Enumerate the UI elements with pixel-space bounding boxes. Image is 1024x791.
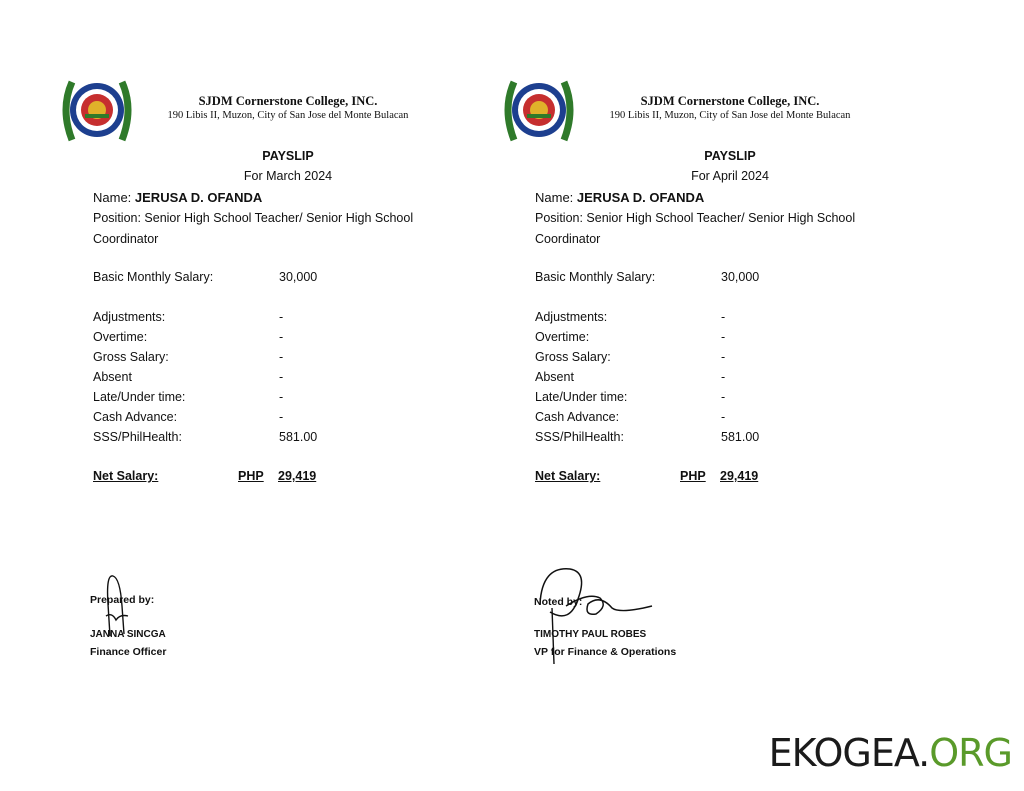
employee-position: Position: Senior High School Teacher/ Senior High School Coordinator [535, 211, 856, 246]
row-value: - [279, 350, 284, 364]
signatory-title: Finance Officer [90, 646, 167, 658]
deduction-row [535, 430, 759, 448]
row-value: - [721, 310, 726, 324]
employee-position: Position: Senior High School Teacher/ Senior High School Coordinator [93, 211, 414, 246]
basic-salary-label: Basic Monthly Salary: [535, 270, 656, 284]
deduction-row [535, 370, 725, 388]
row-value: - [279, 370, 284, 384]
noted-by-signature-block [530, 564, 750, 674]
deduction-row [535, 390, 725, 408]
signatory-title: VP for Finance & Operations [534, 646, 677, 658]
deduction-row [93, 430, 317, 448]
signatory-label: Prepared by: [90, 594, 155, 606]
row-value: 581.00 [721, 430, 760, 444]
deduction-row [93, 370, 283, 388]
name-label: Name: [535, 190, 577, 205]
payslip-period: For March 2024 [243, 169, 333, 183]
row-label: Cash Advance: [93, 410, 178, 424]
row-label: SSS/PhilHealth: [93, 430, 182, 444]
row-label: Absent [535, 370, 574, 384]
row-label: Gross Salary: [93, 350, 169, 364]
net-salary-value: 29,419 [278, 469, 317, 483]
watermark-main: EKOGEA. [768, 731, 930, 775]
watermark-tld: ORG [929, 731, 1012, 775]
row-value: - [279, 390, 284, 404]
deduction-row [93, 330, 283, 348]
net-salary-row [535, 469, 758, 483]
row-value: - [279, 310, 284, 324]
net-salary-currency: PHP [680, 469, 706, 483]
basic-salary-label: Basic Monthly Salary: [93, 270, 214, 284]
signatory-label: Noted by: [534, 596, 583, 608]
row-label: Overtime: [535, 330, 590, 344]
row-value: 581.00 [279, 430, 318, 444]
name-label: Name: [93, 190, 135, 205]
row-value: - [721, 330, 726, 344]
row-label: Late/Under time: [535, 390, 628, 404]
net-salary-label: Net Salary: [93, 469, 159, 483]
school-name: SJDM Cornerstone College, INC. [198, 94, 378, 108]
row-value: - [721, 370, 726, 384]
row-label: Adjustments: [93, 310, 166, 324]
college-seal-icon [500, 74, 578, 144]
employee-name [535, 190, 704, 205]
basic-salary-value: 30,000 [721, 270, 760, 284]
row-label: Cash Advance: [535, 410, 620, 424]
basic-salary-value: 30,000 [279, 270, 318, 284]
site-watermark [769, 731, 1012, 775]
deduction-row [535, 410, 725, 428]
college-seal-icon [58, 74, 136, 144]
payslip-march [58, 74, 418, 674]
deduction-row [535, 330, 725, 348]
deduction-row [93, 410, 283, 428]
row-label: Absent [93, 370, 132, 384]
school-header [148, 94, 428, 123]
prepared-by-signature-block [88, 564, 308, 674]
signatory-name: JANNA SINCGA [90, 629, 166, 640]
payslip-period: For April 2024 [691, 169, 769, 183]
row-label: SSS/PhilHealth: [535, 430, 624, 444]
net-salary-row [93, 469, 316, 483]
row-value: - [721, 350, 726, 364]
row-value: - [721, 410, 726, 424]
payslip-april [500, 74, 860, 674]
employee-name [93, 190, 262, 205]
deduction-row [535, 310, 725, 328]
basic-salary-row [535, 270, 759, 288]
deduction-row [93, 310, 283, 328]
row-value: - [279, 330, 284, 344]
school-header [590, 94, 870, 123]
signatory-name: TIMOTHY PAUL ROBES [534, 629, 647, 640]
row-value: - [279, 410, 284, 424]
school-name: SJDM Cornerstone College, INC. [640, 94, 820, 108]
row-label: Gross Salary: [535, 350, 611, 364]
deduction-row [93, 350, 283, 368]
net-salary-value: 29,419 [720, 469, 759, 483]
deduction-row [93, 390, 283, 408]
row-value: - [721, 390, 726, 404]
name-value: JERUSA D. OFANDA [576, 190, 705, 205]
name-value: JERUSA D. OFANDA [134, 190, 263, 205]
row-label: Late/Under time: [93, 390, 186, 404]
school-address: 190 Libis II, Muzon, City of San Jose del Monte Bulacan [609, 110, 851, 121]
basic-salary-row [93, 270, 317, 288]
net-salary-currency: PHP [238, 469, 264, 483]
row-label: Overtime: [93, 330, 148, 344]
row-label: Adjustments: [535, 310, 608, 324]
school-address: 190 Libis II, Muzon, City of San Jose del Monte Bulacan [167, 110, 409, 121]
deduction-row [535, 350, 725, 368]
net-salary-label: Net Salary: [535, 469, 601, 483]
payslip-title: PAYSLIP [262, 149, 314, 163]
payslip-title: PAYSLIP [704, 149, 756, 163]
